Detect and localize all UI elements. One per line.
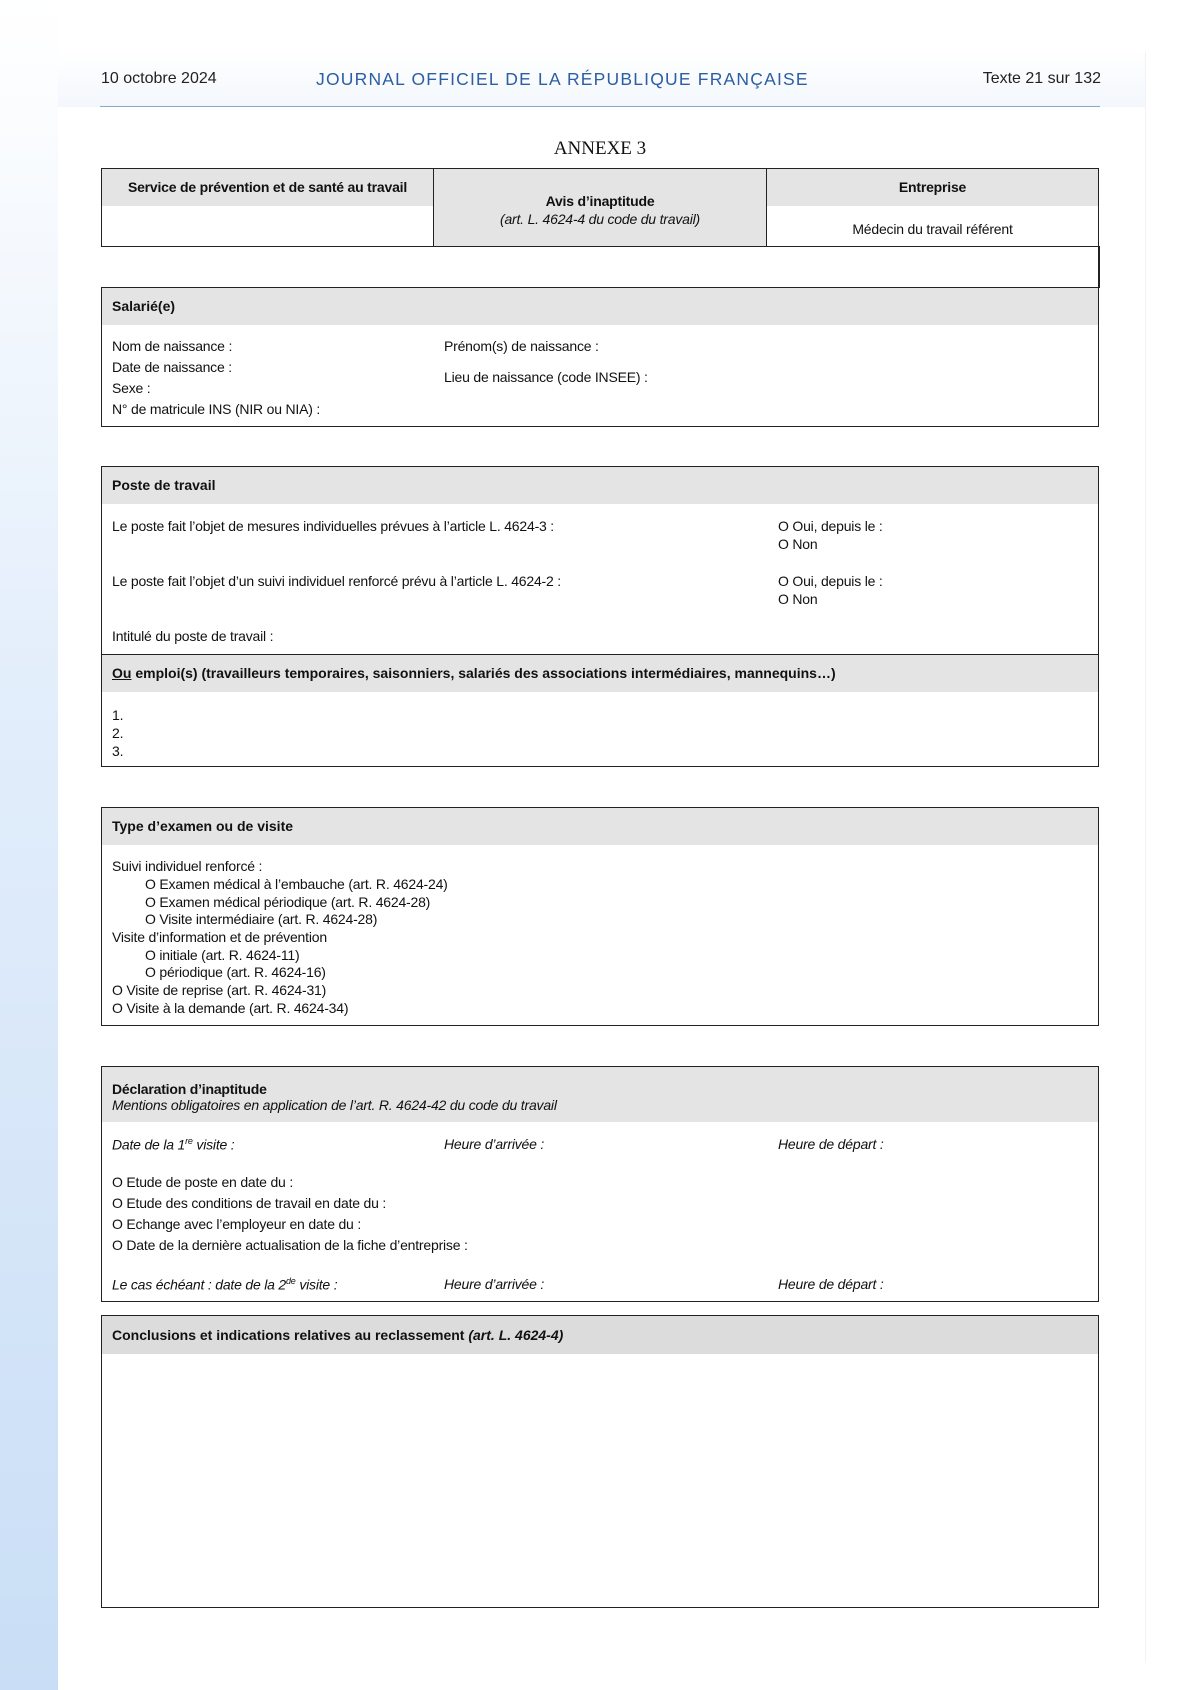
left-margin-band	[0, 0, 58, 1690]
intitule-poste-label: Intitulé du poste de travail :	[112, 628, 274, 644]
conclusions-ref: (art. L. 4624-4)	[468, 1327, 564, 1343]
avis-subtitle: (art. L. 4624-4 du code du travail)	[499, 211, 700, 227]
visite-information-label: Visite d’information et de prévention	[112, 929, 327, 945]
heure-depart-label: Heure de départ :	[778, 1136, 884, 1152]
suivi-non-option[interactable]: O Non	[778, 591, 818, 607]
header-date: 10 octobre 2024	[101, 70, 217, 87]
examen-header: Type d’examen ou de visite	[102, 808, 1098, 845]
etude-poste-option[interactable]: O Etude de poste en date du :	[112, 1174, 294, 1190]
header-rule	[100, 106, 1100, 107]
visite-reprise-option[interactable]: O Visite de reprise (art. R. 4624-31)	[112, 982, 327, 998]
medecin-referent-label: Médecin du travail référent	[852, 221, 1013, 237]
suivi-renforce-question: Le poste fait l’objet d’un suivi individuel renforcé prévu à l’article L. 4624-2 :	[112, 573, 561, 589]
header-journal-title: JOURNAL OFFICIEL DE LA RÉPUBLIQUE FRANÇAISE	[316, 69, 809, 89]
right-border-segment	[1098, 246, 1100, 288]
mesures-non-option[interactable]: O Non	[778, 536, 818, 552]
premiere-visite-label	[112, 1136, 234, 1153]
conclusions-header	[102, 1316, 1098, 1354]
date-naissance-label: Date de naissance :	[112, 359, 232, 375]
etude-conditions-option[interactable]: O Etude des conditions de travail en date du :	[112, 1195, 387, 1211]
examen-section	[101, 807, 1099, 1026]
echange-employeur-option[interactable]: O Echange avec l’employeur en date du :	[112, 1216, 362, 1232]
examen-embauche-option[interactable]: O Examen médical à l’embauche (art. R. 4624-24)	[145, 876, 448, 892]
avis-cell	[434, 169, 767, 246]
deuxieme-visite-sup: de	[286, 1276, 296, 1286]
prevention-service-cell	[102, 169, 434, 246]
matricule-ins-label: N° de matricule INS (NIR ou NIA) :	[112, 401, 321, 417]
mesures-individuelles-question: Le poste fait l’objet de mesures individuelles prévues à l’article L. 4624-3 :	[112, 518, 554, 534]
declaration-title: Déclaration d’inaptitude	[112, 1081, 267, 1097]
salarie-section	[101, 287, 1099, 427]
header-text-number: Texte 21 sur 132	[982, 70, 1101, 87]
poste-section	[101, 466, 1099, 767]
declaration-section	[101, 1066, 1099, 1302]
annexe-title: ANNEXE 3	[553, 138, 647, 159]
premiere-visite-suffix: visite :	[192, 1136, 235, 1153]
sexe-label: Sexe :	[112, 380, 151, 396]
salarie-header: Salarié(e)	[102, 288, 1098, 325]
visite-periodique-option[interactable]: O périodique (art. R. 4624-16)	[145, 964, 326, 980]
conclusions-section	[101, 1315, 1099, 1608]
lieu-naissance-label: Lieu de naissance (code INSEE) :	[444, 369, 648, 385]
conclusions-title: Conclusions et indications relatives au reclassement	[112, 1327, 465, 1343]
deuxieme-visite-suffix: visite :	[295, 1276, 338, 1293]
emploi-header	[102, 655, 1098, 692]
emploi-item-2: 2.	[112, 725, 124, 741]
conclusions-text-area[interactable]	[102, 1356, 1098, 1606]
avis-title: Avis d’inaptitude	[545, 193, 655, 209]
mesures-oui-option[interactable]: O Oui, depuis le :	[778, 518, 883, 534]
suivi-renforce-label: Suivi individuel renforcé :	[112, 858, 263, 874]
suivi-oui-option[interactable]: O Oui, depuis le :	[778, 573, 883, 589]
heure-depart-2-label: Heure de départ :	[778, 1276, 884, 1292]
prenom-naissance-label: Prénom(s) de naissance :	[444, 338, 599, 354]
emploi-header-text: emploi(s) (travailleurs temporaires, saisonniers, salariés des associations intermédiaires, mannequins…)	[131, 665, 836, 681]
poste-header: Poste de travail	[102, 467, 1098, 504]
emploi-item-3: 3.	[112, 743, 124, 759]
emploi-ou: Ou	[112, 665, 132, 681]
heure-arrivee-2-label: Heure d’arrivée :	[444, 1276, 545, 1292]
examen-periodique-option[interactable]: O Examen médical périodique (art. R. 4624-28)	[145, 894, 431, 910]
declaration-header	[102, 1067, 1098, 1122]
heure-arrivee-label: Heure d’arrivée :	[444, 1136, 545, 1152]
deuxieme-visite-prefix: Le cas échéant : date de la 2	[112, 1276, 286, 1293]
top-table	[101, 168, 1099, 247]
premiere-visite-sup: re	[185, 1136, 193, 1146]
entreprise-header: Entreprise	[767, 169, 1098, 206]
nom-naissance-label: Nom de naissance :	[112, 338, 233, 354]
visite-intermediaire-option[interactable]: O Visite intermédiaire (art. R. 4624-28)	[145, 911, 378, 927]
prevention-service-header: Service de prévention et de santé au travail	[102, 169, 433, 206]
declaration-subtitle: Mentions obligatoires en application de l’art. R. 4624-42 du code du travail	[112, 1097, 557, 1113]
premiere-visite-prefix: Date de la 1	[112, 1136, 186, 1153]
fiche-entreprise-option[interactable]: O Date de la dernière actualisation de la fiche d’entreprise :	[112, 1237, 468, 1253]
visite-initiale-option[interactable]: O initiale (art. R. 4624-11)	[145, 947, 300, 963]
deuxieme-visite-label	[112, 1276, 337, 1293]
visite-demande-option[interactable]: O Visite à la demande (art. R. 4624-34)	[112, 1000, 349, 1016]
entreprise-cell	[767, 169, 1098, 246]
emploi-item-1: 1.	[112, 707, 124, 723]
